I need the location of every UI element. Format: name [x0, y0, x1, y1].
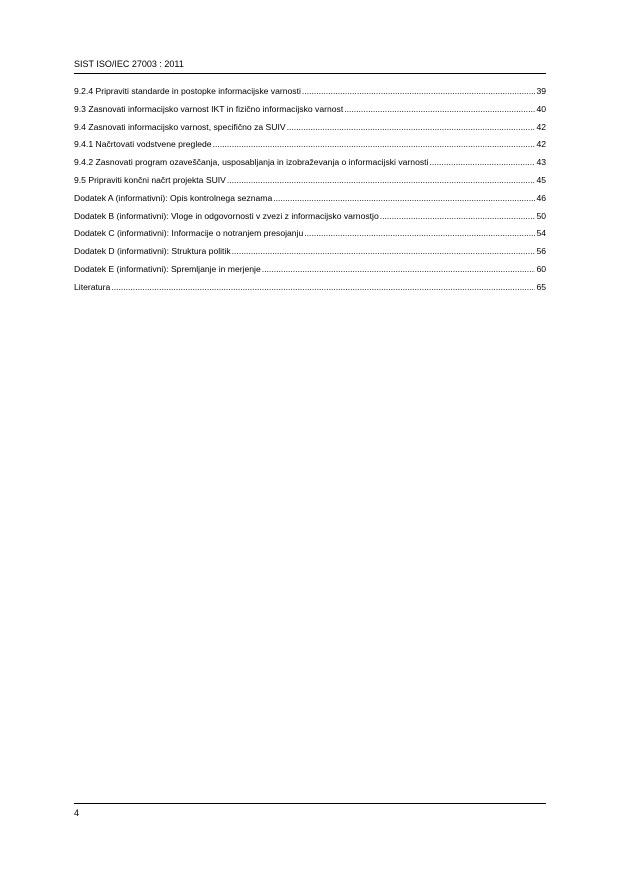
- toc-entry-page: 60: [536, 263, 546, 274]
- toc-entry-label: Literatura: [74, 281, 111, 292]
- toc-leader-dots: [111, 282, 535, 292]
- footer-divider: [74, 803, 546, 804]
- toc-entry-page: 40: [536, 103, 546, 114]
- toc-entry-page: 65: [536, 281, 546, 292]
- toc-leader-dots: [232, 246, 536, 256]
- toc-entry[interactable]: [74, 211, 546, 229]
- toc-entry-page: 50: [536, 210, 546, 221]
- toc-entry[interactable]: [74, 139, 546, 157]
- toc-entry[interactable]: [74, 282, 546, 300]
- toc-entry-label: 9.2.4 Pripraviti standarde in postopke informacijske varnosti: [74, 86, 301, 96]
- toc-entry-page: 46: [536, 192, 546, 203]
- toc-entry-label: 9.4 Zasnovati informacijsko varnost, specifično za SUIV: [74, 121, 286, 132]
- toc-leader-dots: [304, 228, 535, 238]
- toc-leader-dots: [380, 211, 536, 221]
- toc-entry-label: 9.4.2 Zasnovati program ozaveščanja, usposabljanja in izobraževanja o informacijski varnosti: [74, 157, 429, 168]
- toc-entry-label: Dodatek A (informativni): Opis kontrolnega seznama: [74, 192, 273, 203]
- toc-entry[interactable]: [74, 104, 546, 122]
- header-divider: [74, 73, 546, 74]
- page-number: 4: [74, 808, 80, 818]
- toc-leader-dots: [344, 104, 535, 114]
- toc-leader-dots: [429, 157, 535, 167]
- toc-entry[interactable]: [74, 157, 546, 175]
- toc-entry-page: 42: [536, 139, 546, 150]
- toc-leader-dots: [302, 86, 536, 96]
- toc-entry-page: 42: [536, 121, 546, 132]
- toc-entry-page: 54: [536, 228, 546, 239]
- toc-leader-dots: [287, 122, 536, 132]
- toc-entry-page: 43: [536, 157, 546, 168]
- toc-entry-label: Dodatek B (informativni): Vloge in odgovornosti v zvezi z informacijsko varnostjo: [74, 210, 379, 221]
- toc-leader-dots: [213, 139, 536, 149]
- toc-leader-dots: [262, 264, 536, 274]
- toc-leader-dots: [273, 193, 535, 203]
- toc-entry[interactable]: [74, 228, 546, 246]
- toc-entry-label: Dodatek C (informativni): Informacije o notranjem presojanju: [74, 228, 304, 239]
- toc-entry-label: Dodatek E (informativni): Spremljanje in merjenje: [74, 263, 261, 274]
- toc-entry[interactable]: [74, 264, 546, 282]
- toc-entry[interactable]: [74, 122, 546, 140]
- toc-leader-dots: [227, 175, 536, 185]
- toc-entry[interactable]: [74, 193, 546, 211]
- toc-entry-label: 9.3 Zasnovati informacijsko varnost IKT in fizično informacijsko varnost: [74, 103, 344, 114]
- toc-entry[interactable]: [74, 175, 546, 193]
- toc-entry-page: 39: [536, 86, 546, 96]
- toc-entry-label: Dodatek D (informativni): Struktura politik: [74, 246, 231, 257]
- toc-entry[interactable]: [74, 246, 546, 264]
- toc-entry-label: 9.4.1 Načrtovati vodstvene preglede: [74, 139, 212, 150]
- toc-entry-page: 45: [536, 174, 546, 185]
- document-header: SIST ISO/IEC 27003 : 2011: [74, 59, 184, 69]
- toc-entry[interactable]: [74, 86, 546, 104]
- table-of-contents: [74, 86, 546, 300]
- toc-entry-label: 9.5 Pripraviti končni načrt projekta SUIV: [74, 174, 226, 185]
- toc-entry-page: 56: [536, 246, 546, 257]
